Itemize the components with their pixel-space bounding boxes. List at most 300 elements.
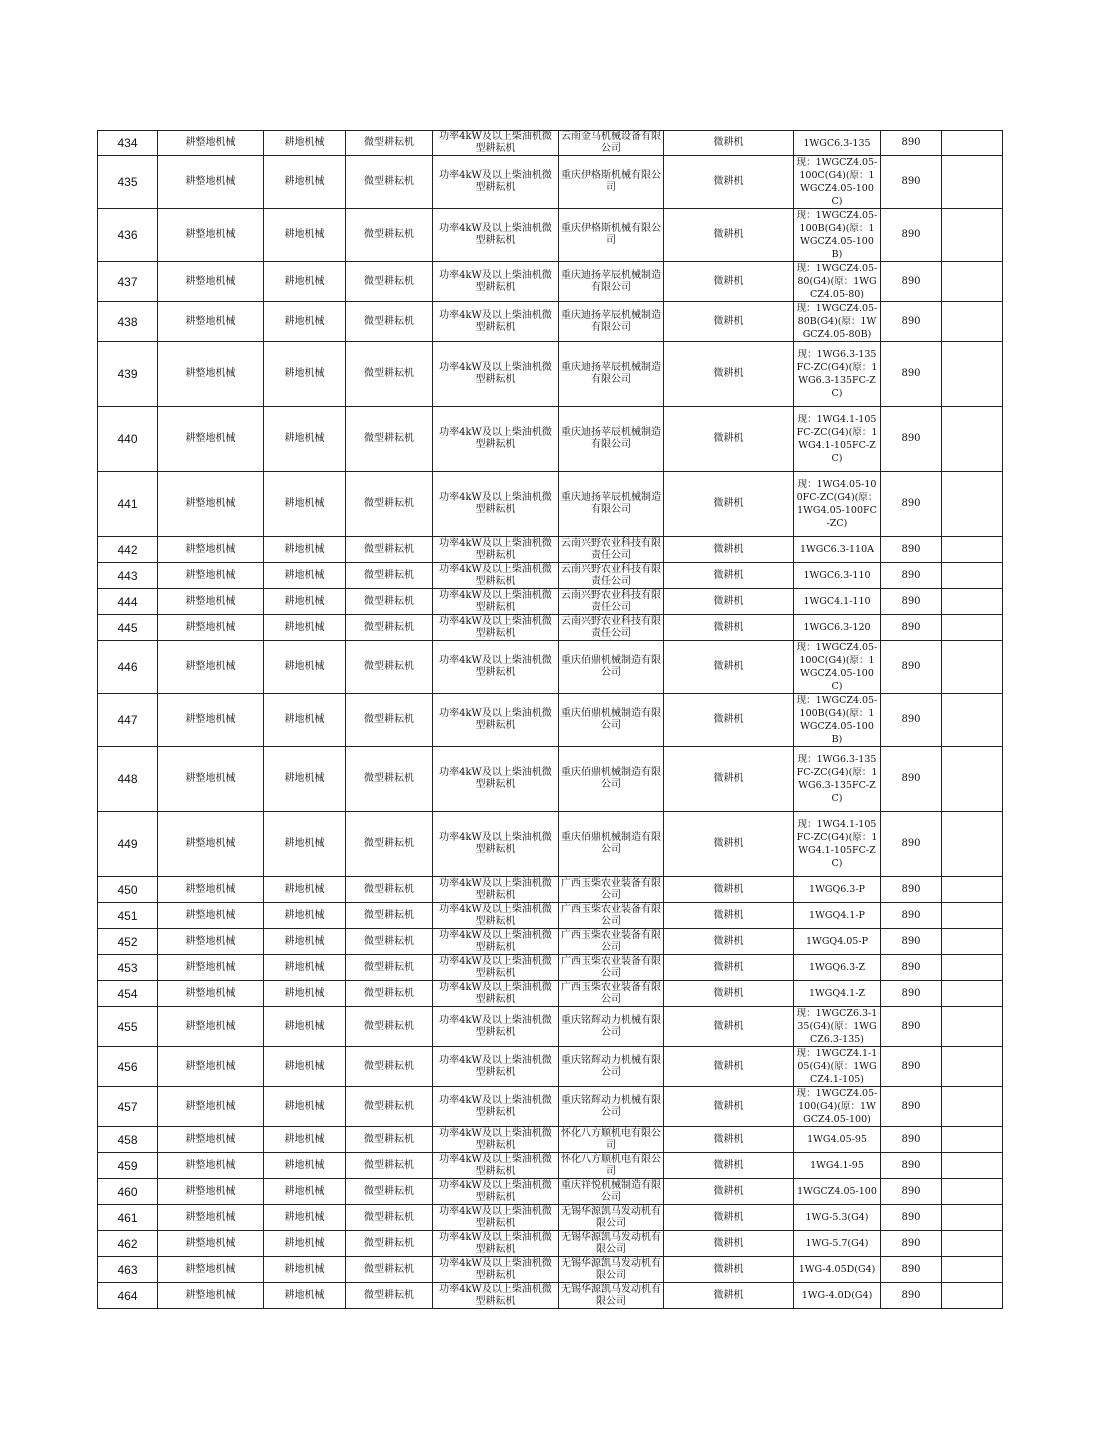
- table-row: [98, 812, 1003, 877]
- table-row: [98, 877, 1003, 903]
- model-cell: 现：1WGCZ4.05-100C(G4)(原：1WGCZ4.05-100C): [794, 641, 881, 694]
- row-number: 454: [98, 981, 158, 1007]
- manufacturer-cell: 重庆祥悦机械制造有限公司: [559, 1179, 664, 1205]
- subcategory-cell: 耕地机械: [264, 747, 346, 812]
- spec-cell: 功率4kW及以上柴油机微型耕耘机: [433, 209, 559, 262]
- model-cell: 现：1WGCZ4.1-105(G4)(原：1WGCZ4.1-105): [794, 1047, 881, 1087]
- category-cell: 耕整地机械: [158, 209, 264, 262]
- subsidy-cell: 890: [881, 302, 942, 342]
- manufacturer-cell: 广西玉柴农业装备有限公司: [559, 929, 664, 955]
- spec-cell: 功率4kW及以上柴油机微型耕耘机: [433, 262, 559, 302]
- note-cell: [942, 1047, 1003, 1087]
- model-cell: 1WGC6.3-110: [794, 563, 881, 589]
- spec-cell: 功率4kW及以上柴油机微型耕耘机: [433, 1283, 559, 1309]
- item-cell: 微型耕耘机: [346, 1205, 433, 1231]
- table-body: [98, 131, 1003, 1309]
- model-cell: 1WG-5.7(G4): [794, 1231, 881, 1257]
- category-cell: 耕整地机械: [158, 1153, 264, 1179]
- table-row: [98, 563, 1003, 589]
- manufacturer-cell: 云南兴野农业科技有限责任公司: [559, 537, 664, 563]
- manufacturer-cell: 广西玉柴农业装备有限公司: [559, 955, 664, 981]
- table-row: [98, 929, 1003, 955]
- model-cell: 1WGC6.3-135: [794, 131, 881, 156]
- table-row: [98, 1007, 1003, 1047]
- subsidy-cell: 890: [881, 955, 942, 981]
- product-name-cell: 微耕机: [664, 262, 794, 302]
- model-cell: 现：1WG4.05-100FC-ZC(G4)(原：1WG4.05-100FC-ZC): [794, 472, 881, 537]
- manufacturer-cell: 云南兴野农业科技有限责任公司: [559, 615, 664, 641]
- table-row: [98, 1127, 1003, 1153]
- product-name-cell: 微耕机: [664, 1257, 794, 1283]
- item-cell: 微型耕耘机: [346, 641, 433, 694]
- manufacturer-cell: 重庆迪扬苹辰机械制造有限公司: [559, 407, 664, 472]
- subsidy-cell: 890: [881, 156, 942, 209]
- table-row: [98, 1047, 1003, 1087]
- note-cell: [942, 589, 1003, 615]
- table-row: [98, 641, 1003, 694]
- subsidy-cell: 890: [881, 1087, 942, 1127]
- spec-cell: 功率4kW及以上柴油机微型耕耘机: [433, 131, 559, 156]
- row-number: 449: [98, 812, 158, 877]
- item-cell: 微型耕耘机: [346, 747, 433, 812]
- item-cell: 微型耕耘机: [346, 262, 433, 302]
- manufacturer-cell: 广西玉柴农业装备有限公司: [559, 981, 664, 1007]
- subsidy-cell: 890: [881, 1257, 942, 1283]
- subsidy-cell: 890: [881, 1153, 942, 1179]
- product-name-cell: 微耕机: [664, 537, 794, 563]
- manufacturer-cell: 重庆佰鼎机械制造有限公司: [559, 812, 664, 877]
- subcategory-cell: 耕地机械: [264, 812, 346, 877]
- item-cell: 微型耕耘机: [346, 407, 433, 472]
- model-cell: 1WG4.05-95: [794, 1127, 881, 1153]
- item-cell: 微型耕耘机: [346, 1087, 433, 1127]
- subcategory-cell: 耕地机械: [264, 262, 346, 302]
- table-row: [98, 981, 1003, 1007]
- model-cell: 1WG-4.0D(G4): [794, 1283, 881, 1309]
- row-number: 436: [98, 209, 158, 262]
- spec-cell: 功率4kW及以上柴油机微型耕耘机: [433, 1231, 559, 1257]
- subcategory-cell: 耕地机械: [264, 981, 346, 1007]
- model-cell: 1WGQ4.1-Z: [794, 981, 881, 1007]
- spec-cell: 功率4kW及以上柴油机微型耕耘机: [433, 1179, 559, 1205]
- spec-cell: 功率4kW及以上柴油机微型耕耘机: [433, 903, 559, 929]
- product-name-cell: 微耕机: [664, 929, 794, 955]
- row-number: 464: [98, 1283, 158, 1309]
- spec-cell: 功率4kW及以上柴油机微型耕耘机: [433, 641, 559, 694]
- category-cell: 耕整地机械: [158, 1179, 264, 1205]
- item-cell: 微型耕耘机: [346, 1179, 433, 1205]
- category-cell: 耕整地机械: [158, 407, 264, 472]
- subcategory-cell: 耕地机械: [264, 641, 346, 694]
- table-row: [98, 1087, 1003, 1127]
- model-cell: 现：1WG6.3-135FC-ZC(G4)(原：1WG6.3-135FC-ZC): [794, 747, 881, 812]
- subsidy-cell: 890: [881, 1283, 942, 1309]
- category-cell: 耕整地机械: [158, 877, 264, 903]
- subcategory-cell: 耕地机械: [264, 1153, 346, 1179]
- subsidy-cell: 890: [881, 981, 942, 1007]
- table-row: [98, 1283, 1003, 1309]
- subsidy-cell: 890: [881, 929, 942, 955]
- item-cell: 微型耕耘机: [346, 589, 433, 615]
- subcategory-cell: 耕地机械: [264, 955, 346, 981]
- category-cell: 耕整地机械: [158, 615, 264, 641]
- item-cell: 微型耕耘机: [346, 209, 433, 262]
- subsidy-cell: 890: [881, 812, 942, 877]
- spec-cell: 功率4kW及以上柴油机微型耕耘机: [433, 156, 559, 209]
- product-name-cell: 微耕机: [664, 903, 794, 929]
- table-row: [98, 407, 1003, 472]
- category-cell: 耕整地机械: [158, 156, 264, 209]
- note-cell: [942, 1153, 1003, 1179]
- row-number: 458: [98, 1127, 158, 1153]
- note-cell: [942, 131, 1003, 156]
- row-number: 456: [98, 1047, 158, 1087]
- manufacturer-cell: 无锡华源凯马发动机有限公司: [559, 1257, 664, 1283]
- subcategory-cell: 耕地机械: [264, 1283, 346, 1309]
- row-number: 459: [98, 1153, 158, 1179]
- manufacturer-cell: 怀化八方顺机电有限公司: [559, 1127, 664, 1153]
- row-number: 435: [98, 156, 158, 209]
- subsidy-cell: 890: [881, 694, 942, 747]
- manufacturer-cell: 重庆佰鼎机械制造有限公司: [559, 694, 664, 747]
- table-row: [98, 302, 1003, 342]
- note-cell: [942, 537, 1003, 563]
- subcategory-cell: 耕地机械: [264, 1231, 346, 1257]
- manufacturer-cell: 重庆迪扬苹辰机械制造有限公司: [559, 262, 664, 302]
- model-cell: 1WGC6.3-110A: [794, 537, 881, 563]
- spec-cell: 功率4kW及以上柴油机微型耕耘机: [433, 929, 559, 955]
- row-number: 441: [98, 472, 158, 537]
- model-cell: 现：1WG4.1-105FC-ZC(G4)(原：1WG4.1-105FC-ZC): [794, 407, 881, 472]
- product-name-cell: 微耕机: [664, 1179, 794, 1205]
- subsidy-cell: 890: [881, 563, 942, 589]
- product-name-cell: 微耕机: [664, 589, 794, 615]
- product-name-cell: 微耕机: [664, 1087, 794, 1127]
- spec-cell: 功率4kW及以上柴油机微型耕耘机: [433, 537, 559, 563]
- model-cell: 现：1WGCZ4.05-80B(G4)(原：1WGCZ4.05-80B): [794, 302, 881, 342]
- row-number: 445: [98, 615, 158, 641]
- product-name-cell: 微耕机: [664, 407, 794, 472]
- manufacturer-cell: 云南金马机械设备有限公司: [559, 131, 664, 156]
- category-cell: 耕整地机械: [158, 694, 264, 747]
- row-number: 447: [98, 694, 158, 747]
- product-name-cell: 微耕机: [664, 641, 794, 694]
- item-cell: 微型耕耘机: [346, 472, 433, 537]
- manufacturer-cell: 重庆伊格斯机械有限公司: [559, 209, 664, 262]
- category-cell: 耕整地机械: [158, 537, 264, 563]
- category-cell: 耕整地机械: [158, 131, 264, 156]
- category-cell: 耕整地机械: [158, 342, 264, 407]
- table-row: [98, 1205, 1003, 1231]
- row-number: 434: [98, 131, 158, 156]
- row-number: 442: [98, 537, 158, 563]
- manufacturer-cell: 无锡华源凯马发动机有限公司: [559, 1283, 664, 1309]
- subcategory-cell: 耕地机械: [264, 1047, 346, 1087]
- manufacturer-cell: 重庆佰鼎机械制造有限公司: [559, 747, 664, 812]
- category-cell: 耕整地机械: [158, 903, 264, 929]
- manufacturer-cell: 重庆铭辉动力机械有限公司: [559, 1007, 664, 1047]
- subsidy-cell: 890: [881, 615, 942, 641]
- model-cell: 1WGC6.3-120: [794, 615, 881, 641]
- note-cell: [942, 1283, 1003, 1309]
- table-row: [98, 903, 1003, 929]
- note-cell: [942, 1231, 1003, 1257]
- note-cell: [942, 563, 1003, 589]
- note-cell: [942, 407, 1003, 472]
- category-cell: 耕整地机械: [158, 472, 264, 537]
- model-cell: 1WG-4.05D(G4): [794, 1257, 881, 1283]
- manufacturer-cell: 重庆迪扬苹辰机械制造有限公司: [559, 342, 664, 407]
- product-name-cell: 微耕机: [664, 1283, 794, 1309]
- table-row: [98, 589, 1003, 615]
- table-row: [98, 131, 1003, 156]
- note-cell: [942, 877, 1003, 903]
- spec-cell: 功率4kW及以上柴油机微型耕耘机: [433, 1127, 559, 1153]
- note-cell: [942, 615, 1003, 641]
- spec-cell: 功率4kW及以上柴油机微型耕耘机: [433, 1047, 559, 1087]
- manufacturer-cell: 无锡华源凯马发动机有限公司: [559, 1231, 664, 1257]
- item-cell: 微型耕耘机: [346, 563, 433, 589]
- subsidy-cell: 890: [881, 589, 942, 615]
- spec-cell: 功率4kW及以上柴油机微型耕耘机: [433, 981, 559, 1007]
- table-row: [98, 1231, 1003, 1257]
- product-name-cell: 微耕机: [664, 342, 794, 407]
- product-name-cell: 微耕机: [664, 747, 794, 812]
- manufacturer-cell: 重庆迪扬苹辰机械制造有限公司: [559, 472, 664, 537]
- product-name-cell: 微耕机: [664, 1047, 794, 1087]
- row-number: 437: [98, 262, 158, 302]
- note-cell: [942, 302, 1003, 342]
- manufacturer-cell: 重庆佰鼎机械制造有限公司: [559, 641, 664, 694]
- table-row: [98, 342, 1003, 407]
- manufacturer-cell: 云南兴野农业科技有限责任公司: [559, 589, 664, 615]
- subsidy-cell: 890: [881, 342, 942, 407]
- model-cell: 现：1WGCZ6.3-135(G4)(原：1WGCZ6.3-135): [794, 1007, 881, 1047]
- table-row: [98, 694, 1003, 747]
- subcategory-cell: 耕地机械: [264, 131, 346, 156]
- note-cell: [942, 1127, 1003, 1153]
- product-name-cell: 微耕机: [664, 615, 794, 641]
- row-number: 444: [98, 589, 158, 615]
- product-name-cell: 微耕机: [664, 981, 794, 1007]
- subsidy-cell: 890: [881, 209, 942, 262]
- table-row: [98, 615, 1003, 641]
- subcategory-cell: 耕地机械: [264, 1205, 346, 1231]
- row-number: 452: [98, 929, 158, 955]
- note-cell: [942, 209, 1003, 262]
- item-cell: 微型耕耘机: [346, 812, 433, 877]
- model-cell: 1WGQ4.05-P: [794, 929, 881, 955]
- note-cell: [942, 812, 1003, 877]
- subcategory-cell: 耕地机械: [264, 929, 346, 955]
- subcategory-cell: 耕地机械: [264, 407, 346, 472]
- subcategory-cell: 耕地机械: [264, 342, 346, 407]
- spec-cell: 功率4kW及以上柴油机微型耕耘机: [433, 694, 559, 747]
- manufacturer-cell: 重庆迪扬苹辰机械制造有限公司: [559, 302, 664, 342]
- row-number: 457: [98, 1087, 158, 1127]
- product-name-cell: 微耕机: [664, 1007, 794, 1047]
- category-cell: 耕整地机械: [158, 1205, 264, 1231]
- product-name-cell: 微耕机: [664, 131, 794, 156]
- subsidy-cell: 890: [881, 1007, 942, 1047]
- item-cell: 微型耕耘机: [346, 342, 433, 407]
- row-number: 448: [98, 747, 158, 812]
- subcategory-cell: 耕地机械: [264, 903, 346, 929]
- category-cell: 耕整地机械: [158, 1007, 264, 1047]
- table-row: [98, 209, 1003, 262]
- model-cell: 现：1WGCZ4.05-100(G4)(原：1WGCZ4.05-100): [794, 1087, 881, 1127]
- row-number: 438: [98, 302, 158, 342]
- spec-cell: 功率4kW及以上柴油机微型耕耘机: [433, 302, 559, 342]
- item-cell: 微型耕耘机: [346, 302, 433, 342]
- category-cell: 耕整地机械: [158, 1127, 264, 1153]
- item-cell: 微型耕耘机: [346, 1047, 433, 1087]
- model-cell: 现：1WGCZ4.05-100C(G4)(原：1WGCZ4.05-100C): [794, 156, 881, 209]
- subsidy-cell: 890: [881, 1047, 942, 1087]
- item-cell: 微型耕耘机: [346, 1007, 433, 1047]
- note-cell: [942, 929, 1003, 955]
- subcategory-cell: 耕地机械: [264, 563, 346, 589]
- spec-cell: 功率4kW及以上柴油机微型耕耘机: [433, 1205, 559, 1231]
- item-cell: 微型耕耘机: [346, 1257, 433, 1283]
- category-cell: 耕整地机械: [158, 1047, 264, 1087]
- manufacturer-cell: 云南兴野农业科技有限责任公司: [559, 563, 664, 589]
- product-name-cell: 微耕机: [664, 877, 794, 903]
- category-cell: 耕整地机械: [158, 812, 264, 877]
- item-cell: 微型耕耘机: [346, 1231, 433, 1257]
- row-number: 443: [98, 563, 158, 589]
- row-number: 462: [98, 1231, 158, 1257]
- product-name-cell: 微耕机: [664, 302, 794, 342]
- subsidy-cell: 890: [881, 747, 942, 812]
- category-cell: 耕整地机械: [158, 747, 264, 812]
- spec-cell: 功率4kW及以上柴油机微型耕耘机: [433, 877, 559, 903]
- subsidy-cell: 890: [881, 641, 942, 694]
- item-cell: 微型耕耘机: [346, 929, 433, 955]
- table-row: [98, 537, 1003, 563]
- spec-cell: 功率4kW及以上柴油机微型耕耘机: [433, 747, 559, 812]
- subsidy-cell: 890: [881, 1231, 942, 1257]
- subcategory-cell: 耕地机械: [264, 1257, 346, 1283]
- note-cell: [942, 981, 1003, 1007]
- row-number: 446: [98, 641, 158, 694]
- product-name-cell: 微耕机: [664, 209, 794, 262]
- manufacturer-cell: 无锡华源凯马发动机有限公司: [559, 1205, 664, 1231]
- note-cell: [942, 641, 1003, 694]
- note-cell: [942, 1205, 1003, 1231]
- subcategory-cell: 耕地机械: [264, 615, 346, 641]
- item-cell: 微型耕耘机: [346, 955, 433, 981]
- subsidy-cell: 890: [881, 407, 942, 472]
- spec-cell: 功率4kW及以上柴油机微型耕耘机: [433, 1087, 559, 1127]
- note-cell: [942, 156, 1003, 209]
- subcategory-cell: 耕地机械: [264, 1179, 346, 1205]
- product-name-cell: 微耕机: [664, 955, 794, 981]
- spec-cell: 功率4kW及以上柴油机微型耕耘机: [433, 955, 559, 981]
- subcategory-cell: 耕地机械: [264, 302, 346, 342]
- category-cell: 耕整地机械: [158, 302, 264, 342]
- model-cell: 现：1WGCZ4.05-100B(G4)(原：1WGCZ4.05-100B): [794, 694, 881, 747]
- spec-cell: 功率4kW及以上柴油机微型耕耘机: [433, 1257, 559, 1283]
- subcategory-cell: 耕地机械: [264, 1007, 346, 1047]
- subsidy-cell: 890: [881, 537, 942, 563]
- model-cell: 1WG-5.3(G4): [794, 1205, 881, 1231]
- product-name-cell: 微耕机: [664, 694, 794, 747]
- model-cell: 1WGQ6.3-Z: [794, 955, 881, 981]
- subcategory-cell: 耕地机械: [264, 156, 346, 209]
- category-cell: 耕整地机械: [158, 1257, 264, 1283]
- item-cell: 微型耕耘机: [346, 537, 433, 563]
- item-cell: 微型耕耘机: [346, 981, 433, 1007]
- item-cell: 微型耕耘机: [346, 156, 433, 209]
- model-cell: 1WG4.1-95: [794, 1153, 881, 1179]
- note-cell: [942, 694, 1003, 747]
- table-row: [98, 1257, 1003, 1283]
- table-row: [98, 955, 1003, 981]
- item-cell: 微型耕耘机: [346, 1283, 433, 1309]
- row-number: 463: [98, 1257, 158, 1283]
- item-cell: 微型耕耘机: [346, 1127, 433, 1153]
- row-number: 450: [98, 877, 158, 903]
- model-cell: 1WGQ4.1-P: [794, 903, 881, 929]
- table-row: [98, 1153, 1003, 1179]
- category-cell: 耕整地机械: [158, 262, 264, 302]
- subsidy-cell: 890: [881, 1205, 942, 1231]
- row-number: 460: [98, 1179, 158, 1205]
- product-name-cell: 微耕机: [664, 812, 794, 877]
- product-name-cell: 微耕机: [664, 1231, 794, 1257]
- product-name-cell: 微耕机: [664, 563, 794, 589]
- note-cell: [942, 903, 1003, 929]
- category-cell: 耕整地机械: [158, 563, 264, 589]
- row-number: 461: [98, 1205, 158, 1231]
- subcategory-cell: 耕地机械: [264, 209, 346, 262]
- category-cell: 耕整地机械: [158, 1283, 264, 1309]
- model-cell: 1WGC4.1-110: [794, 589, 881, 615]
- subsidy-cell: 890: [881, 903, 942, 929]
- subsidy-cell: 890: [881, 1127, 942, 1153]
- note-cell: [942, 472, 1003, 537]
- category-cell: 耕整地机械: [158, 981, 264, 1007]
- model-cell: 现：1WGCZ4.05-80(G4)(原：1WGCZ4.05-80): [794, 262, 881, 302]
- category-cell: 耕整地机械: [158, 1087, 264, 1127]
- product-name-cell: 微耕机: [664, 472, 794, 537]
- row-number: 455: [98, 1007, 158, 1047]
- spec-cell: 功率4kW及以上柴油机微型耕耘机: [433, 615, 559, 641]
- note-cell: [942, 1257, 1003, 1283]
- subsidy-product-table: [97, 130, 1003, 1309]
- spec-cell: 功率4kW及以上柴油机微型耕耘机: [433, 407, 559, 472]
- subsidy-cell: 890: [881, 1179, 942, 1205]
- note-cell: [942, 1179, 1003, 1205]
- category-cell: 耕整地机械: [158, 641, 264, 694]
- item-cell: 微型耕耘机: [346, 615, 433, 641]
- table-row: [98, 1179, 1003, 1205]
- table-row: [98, 472, 1003, 537]
- category-cell: 耕整地机械: [158, 589, 264, 615]
- table-row: [98, 747, 1003, 812]
- row-number: 440: [98, 407, 158, 472]
- subcategory-cell: 耕地机械: [264, 589, 346, 615]
- spec-cell: 功率4kW及以上柴油机微型耕耘机: [433, 472, 559, 537]
- product-name-cell: 微耕机: [664, 156, 794, 209]
- note-cell: [942, 1007, 1003, 1047]
- subsidy-cell: 890: [881, 131, 942, 156]
- spec-cell: 功率4kW及以上柴油机微型耕耘机: [433, 589, 559, 615]
- subcategory-cell: 耕地机械: [264, 472, 346, 537]
- subsidy-cell: 890: [881, 262, 942, 302]
- category-cell: 耕整地机械: [158, 955, 264, 981]
